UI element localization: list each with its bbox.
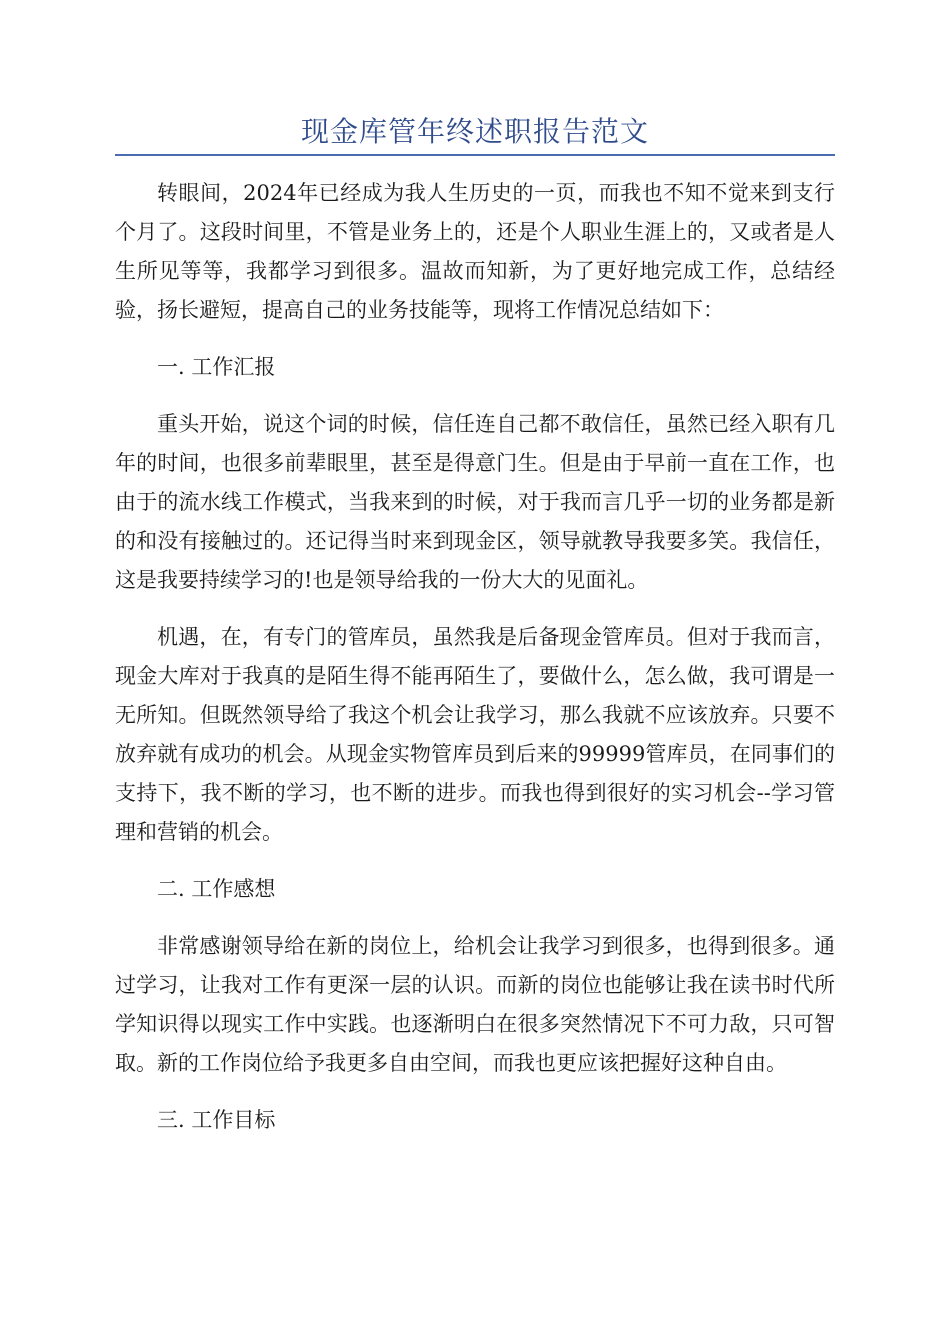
document-title: 现金库管年终述职报告范文	[300, 115, 649, 148]
title-underline	[115, 154, 835, 156]
work-report-paragraph-1: 重头开始，说这个词的时候，信任连自己都不敢信任，虽然已经入职有几年的时间，也很多前辈眼里，甚至是得意门生。但是由于早前一直在工作，也由于的流水线工作模式，当我来到的时候，对于我而言几乎一切的业务都是新的和没有接触过的。还记得当时来到现金区，领导就教导我要多笑。我信任，这是我要持续学习的!也是领导给我的一份大大的见面礼。	[115, 412, 835, 592]
work-reflections-paragraph: 非常感谢领导给在新的岗位上，给机会让我学习到很多，也得到很多。通过学习，让我对工作有更深一层的认识。而新的岗位也能够让我在读书时代所学知识得以现实工作中实践。也逐渐明白在很多突然情况下不可力敌，只可智取。新的工作岗位给予我更多自由空间，而我也更应该把握好这种自由。	[115, 934, 835, 1075]
section-heading-work-goals: 三. 工作目标	[157, 1108, 276, 1132]
intro-paragraph: 转眼间，2024年已经成为我人生历史的一页，而我也不知不觉来到支行个月了。这段时间里，不管是业务上的，还是个人职业生涯上的，又或者是人生所见等等，我都学习到很多。温故而知新，为了更好地完成工作，总结经验，扬长避短，提高自己的业务技能等，现将工作情况总结如下：	[115, 181, 835, 322]
work-report-paragraph-2: 机遇，在，有专门的管库员，虽然我是后备现金管库员。但对于我而言，现金大库对于我真的是陌生得不能再陌生了，要做什么，怎么做，我可谓是一无所知。但既然领导给了我这个机会让我学习，那么我就不应该放弃。只要不放弃就有成功的机会。从现金实物管库员到后来的99999管库员，在同事们的支持下，我不断的学习，也不断的进步。而我也得到很好的实习机会--学习管理和营销的机会。	[115, 625, 835, 844]
section-heading-work-reflections: 二. 工作感想	[157, 877, 276, 901]
document-body	[115, 174, 835, 1158]
section-heading-work-report: 一. 工作汇报	[157, 355, 276, 379]
